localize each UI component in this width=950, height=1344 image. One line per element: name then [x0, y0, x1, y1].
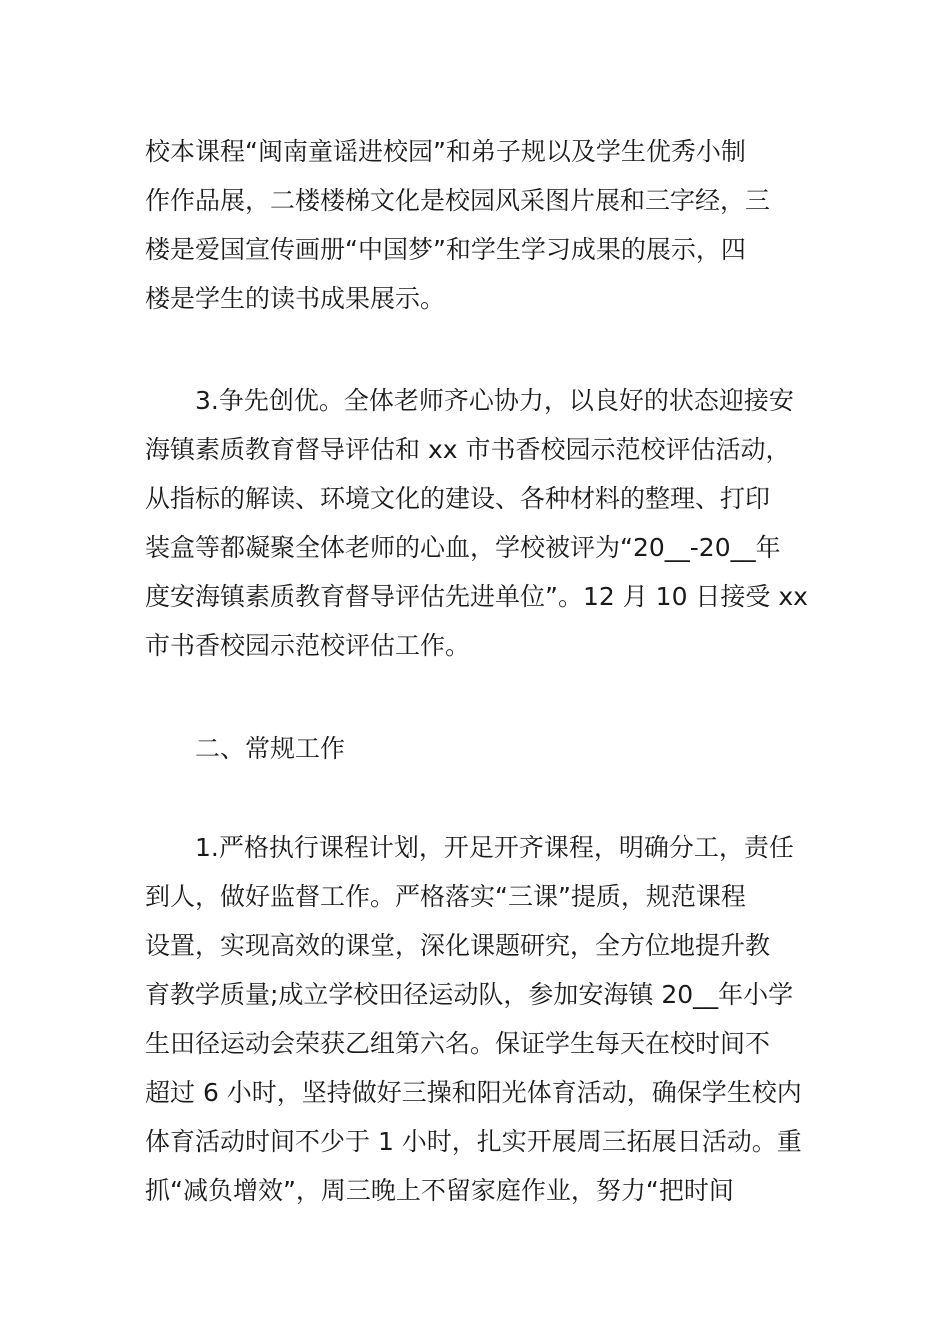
text-line: 生田径运动会荣获乙组第六名。保证学生每天在校时间不 [145, 1029, 771, 1058]
text-line: 抓“减负增效”，周三晚上不留家庭作业，努力“把时间 [145, 1176, 734, 1205]
text-line: 作作品展，二楼楼梯文化是校园风采图片展和三字经，三 [145, 186, 771, 215]
text-line: 装盒等都凝聚全体老师的心血，学校被评为“20__-20__年 [145, 533, 781, 562]
text-line: 育教学质量;成立学校田径运动队，参加安海镇 20__年小学 [145, 980, 794, 1009]
text-line: 校本课程“闽南童谣进校园”和弟子规以及学生优秀小制 [145, 137, 746, 166]
text-line: 超过 6 小时，坚持做好三操和阳光体育活动，确保学生校内 [145, 1078, 802, 1107]
paragraph-excellence [145, 376, 810, 670]
text-line: 海镇素质教育督导评估和 xx 市书香校园示范校评估活动， [145, 435, 791, 464]
text-line: 体育活动时间不少于 1 小时，扎实开展周三拓展日活动。重 [145, 1127, 802, 1156]
text-line: 1.严格执行课程计划，开足开齐课程，明确分工，责任 [195, 833, 794, 862]
text-line: 从指标的解读、环境文化的建设、各种材料的整理、打印 [145, 484, 771, 513]
text-line: 度安海镇素质教育督导评估先进单位”。12 月 10 日接受 xx [145, 582, 808, 611]
paragraph-routine-work [145, 823, 810, 1215]
section-heading: 二、常规工作 [195, 734, 346, 763]
text-line: 设置，实现高效的课堂，深化课题研究，全方位地提升教 [145, 931, 771, 960]
text-line: 3.争先创优。全体老师齐心协力，以良好的状态迎接安 [195, 386, 794, 415]
text-line: 到人，做好监督工作。严格落实“三课”提质，规范课程 [145, 882, 746, 911]
text-line: 市书香校园示范校评估工作。 [145, 631, 471, 660]
paragraph-school-culture [145, 127, 810, 323]
text-line: 楼是爱国宣传画册“中国梦”和学生学习成果的展示，四 [145, 235, 746, 264]
text-line: 楼是学生的读书成果展示。 [145, 284, 446, 313]
